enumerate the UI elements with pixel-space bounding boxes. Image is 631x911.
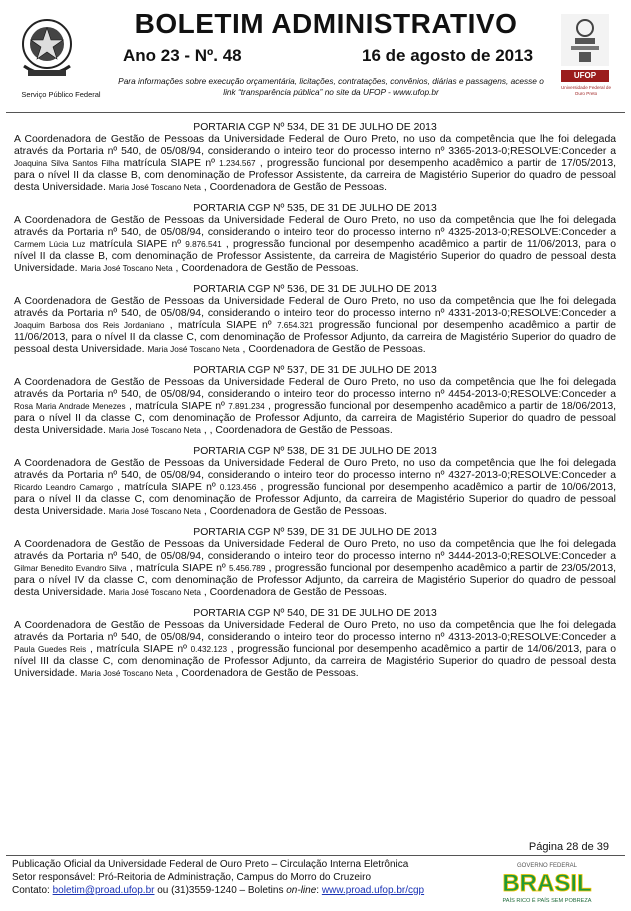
portarias-list <box>14 122 616 689</box>
email-link[interactable]: boletim@proad.ufop.br <box>52 885 155 896</box>
siape-number: 7.654.321 <box>276 321 314 330</box>
employee-name: Ricardo Leandro Camargo <box>14 483 114 492</box>
coat-of-arms-icon <box>18 14 76 84</box>
ufop-logo-icon <box>561 14 609 66</box>
portaria-item <box>14 446 616 518</box>
portaria-title: PORTARIA CGP Nº 539, DE 31 DE JULHO DE 2013 <box>193 527 437 538</box>
portaria-body: A Coordenadora de Gestão de Pessoas da Universidade Federal de Ouro Preto, no uso da competência que lhe foi delegada através da Portaria nº 540, de 05/08/94, considerando o inteiro teor do processo interno nº 4454-2013-0;RESOLVE:Conceder a Rosa Maria Andrade Menezes , matrícula SIAPE nº 7.891.234 , progressão funcional por desempenho acadêmico a partir de 18/06/2013, para o nível II da classe C, com denominação de Professor Adjunto, da carreira de Magistério Superior do quadro de pessoal desta Universidade. Maria José Toscano Neta , , Coordenadora de Gestão de Pessoas. <box>14 377 616 436</box>
signer-name: Maria José Toscano Neta <box>108 183 201 192</box>
portaria-body: A Coordenadora de Gestão de Pessoas da Universidade Federal de Ouro Preto, no uso da competência que lhe foi delegada através da Portaria nº 540, de 05/08/94, considerando o inteiro teor do processo interno nº 4327-2013-0;RESOLVE:Conceder a Ricardo Leandro Camargo , matrícula SIAPE nº 0.123.456 , progressão funcional por desempenho acadêmico a partir de 10/06/2013, para o nível II da classe C, com denominação de Professor Adjunto, da carreira de Magistério Superior do quadro de pessoal desta Universidade. Maria José Toscano Neta , Coordenadora de Gestão de Pessoas. <box>14 458 616 517</box>
portaria-title: PORTARIA CGP Nº 538, DE 31 DE JULHO DE 2013 <box>193 446 437 457</box>
signer-name: Maria José Toscano Neta <box>147 345 240 354</box>
ufop-badge: UFOP <box>561 70 609 82</box>
portaria-body: A Coordenadora de Gestão de Pessoas da Universidade Federal de Ouro Preto, no uso da competência que lhe foi delegada através da Portaria nº 540, de 05/08/94, considerando o inteiro teor do processo interno nº 3365-2013-0;RESOLVE:Conceder a Joaquina Silva Santos Filha matrícula SIAPE nº 1.234.567 , progressão funcional por desempenho acadêmico a partir de 17/05/2013, para o nível II da classe B, com denominação de Professor Assistente, da carreira de Magistério Superior do quadro de pessoal desta Universidade. Maria José Toscano Neta , Coordenadora de Gestão de Pessoas. <box>14 134 616 193</box>
signer-name: Maria José Toscano Neta <box>108 588 201 597</box>
website-link[interactable]: www.proad.ufop.br/cgp <box>321 885 425 896</box>
employee-name: Joaquim Barbosa dos Reis Jordaniano <box>14 321 165 330</box>
portaria-item <box>14 203 616 275</box>
siape-number: 0.432.123 <box>190 645 228 654</box>
portaria-body: A Coordenadora de Gestão de Pessoas da Universidade Federal de Ouro Preto, no uso da competência que lhe foi delegada através da Portaria nº 540, de 05/08/94, considerando o inteiro teor do processo interno nº 3444-2013-0;RESOLVE:Conceder a Gilmar Benedito Evandro Silva , matrícula SIAPE nº 5.456.789 , progressão funcional por desempenho acadêmico a partir de 23/05/2013, para o nível IV da classe C, com denominação de Professor Adjunto, da carreira de Magistério Superior do quadro de pessoal desta Universidade. Maria José Toscano Neta , Coordenadora de Gestão de Pessoas. <box>14 539 616 598</box>
footer-divider <box>6 855 625 856</box>
employee-name: Gilmar Benedito Evandro Silva <box>14 564 127 573</box>
brasil-tagline: PAÍS RICO É PAÍS SEM POBREZA <box>502 898 592 904</box>
siape-number: 9.876.541 <box>185 240 222 249</box>
signer-name: Maria José Toscano Neta <box>80 669 173 678</box>
siape-number: 7.891.234 <box>228 402 265 411</box>
portaria-body: A Coordenadora de Gestão de Pessoas da Universidade Federal de Ouro Preto, no uso da competência que lhe foi delegada através da Portaria nº 540, de 05/08/94, considerando o inteiro teor do processo interno nº 4331-2013-0;RESOLVE:Conceder a Joaquim Barbosa dos Reis Jordaniano , matrícula SIAPE nº 7.654.321 progressão funcional por desempenho acadêmico a partir de 11/06/2013, para o nível II da classe C, com denominação de Professor Adjunto, da carreira de Magistério Superior do quadro de pessoal desta Universidade. Maria José Toscano Neta , Coordenadora de Gestão de Pessoas. <box>14 296 617 355</box>
portaria-title: PORTARIA CGP Nº 534, DE 31 DE JULHO DE 2013 <box>193 122 437 133</box>
portaria-title: PORTARIA CGP Nº 537, DE 31 DE JULHO DE 2013 <box>193 365 437 376</box>
brasil-wordmark: BRASIL <box>502 870 592 897</box>
employee-name: Paula Guedes Reis <box>14 645 87 654</box>
portaria-item <box>14 527 616 599</box>
employee-name: Rosa Maria Andrade Menezes <box>14 402 126 411</box>
transparency-notice: Para informações sobre execução orçamentária, licitações, contratações, convênios, diárias e passagens, acesse o link “transparência pública” no site da UFOP - www.ufop.br <box>118 76 544 97</box>
issue-date: 16 de agosto de 2013 <box>362 46 534 65</box>
employee-name: Carmem Lúcia Luz <box>14 240 86 249</box>
employee-name: Joaquina Silva Santos Filha <box>14 159 120 168</box>
brasil-government-logo <box>482 860 612 904</box>
header <box>6 6 625 114</box>
portaria-title: PORTARIA CGP Nº 535, DE 31 DE JULHO DE 2013 <box>193 203 437 214</box>
footer-responsible: Setor responsável: Pró-Reitoria de Administração, Campus do Morro do Cruzeiro <box>12 872 372 883</box>
bulletin-title: BOLETIM ADMINISTRATIVO <box>134 8 518 39</box>
portaria-title: PORTARIA CGP Nº 536, DE 31 DE JULHO DE 2013 <box>193 284 437 295</box>
header-divider <box>6 112 625 113</box>
signer-name: Maria José Toscano Neta <box>80 264 173 273</box>
portaria-body: A Coordenadora de Gestão de Pessoas da Universidade Federal de Ouro Preto, no uso da competência que lhe foi delegada através da Portaria nº 540, de 05/08/94, considerando o inteiro teor do processo interno nº 4325-2013-0;RESOLVE:Conceder a Carmem Lúcia Luz matrícula SIAPE nº 9.876.541 , progressão funcional por desempenho acadêmico a partir de 11/06/2013, para o nível II da classe B, com denominação de Professor Assistente, da carreira de Magistério Superior do quadro de pessoal desta Universidade. Maria José Toscano Neta , Coordenadora de Gestão de Pessoas. <box>14 215 616 274</box>
portaria-title: PORTARIA CGP Nº 540, DE 31 DE JULHO DE 2013 <box>193 608 437 619</box>
ufop-subtitle: Universidade Federal de Ouro Preto <box>560 85 612 96</box>
signer-name: Maria José Toscano Neta <box>108 507 201 516</box>
portaria-item <box>14 365 616 437</box>
signer-name: Maria José Toscano Neta <box>108 426 201 435</box>
siape-number: 0.123.456 <box>219 483 257 492</box>
federal-service-caption: Serviço Público Federal <box>21 90 101 99</box>
portaria-item <box>14 122 616 194</box>
portaria-item <box>14 608 616 680</box>
footer-contact: Contato: boletim@proad.ufop.br ou (31)3559-1240 – Boletins on-line: www.proad.ufop.br/cgp <box>12 885 425 896</box>
page-number: Página 28 de 39 <box>528 841 609 853</box>
brasil-top-text: GOVERNO FEDERAL <box>516 863 578 869</box>
portaria-item <box>14 284 616 356</box>
footer-publication: Publicação Oficial da Universidade Federal de Ouro Preto – Circulação Interna Eletrônica <box>12 859 409 870</box>
footer <box>12 858 472 897</box>
portaria-body: A Coordenadora de Gestão de Pessoas da Universidade Federal de Ouro Preto, no uso da competência que lhe foi delegada através da Portaria nº 540, de 05/08/94, considerando o inteiro teor do processo interno nº 4313-2013-0;RESOLVE:Conceder a Paula Guedes Reis , matrícula SIAPE nº 0.432.123 , progressão funcional por desempenho acadêmico a partir de 14/06/2013, para o nível III da classe C, com denominação de Professor Adjunto, da carreira de Magistério Superior do quadro de pessoal desta Universidade. Maria José Toscano Neta , Coordenadora de Gestão de Pessoas. <box>14 620 616 679</box>
siape-number: 1.234.567 <box>219 159 256 168</box>
siape-number: 5.456.789 <box>228 564 266 573</box>
issue-number: Ano 23 - Nº. 48 <box>123 46 242 65</box>
